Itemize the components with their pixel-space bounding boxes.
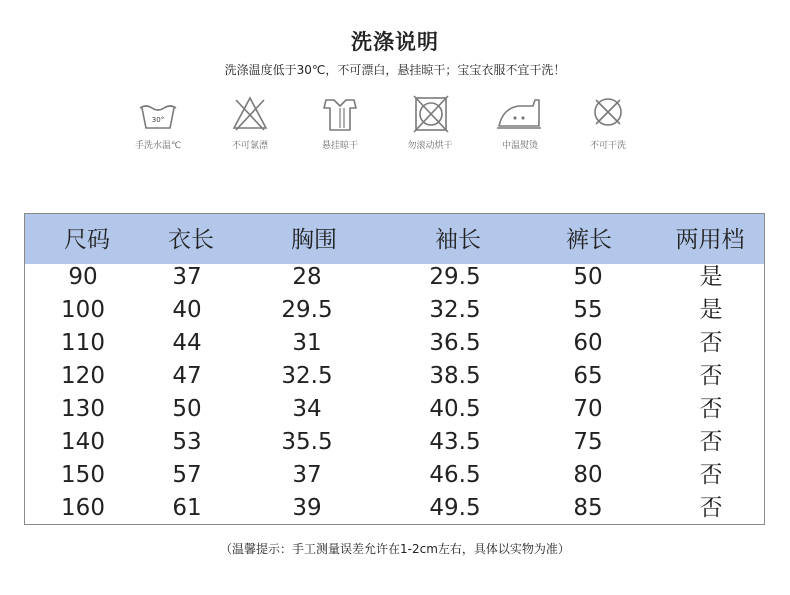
cell-chest: 37: [292, 462, 322, 488]
cell-pants: 60: [573, 330, 603, 356]
header-sleeve: 袖长: [435, 227, 481, 253]
table-row: [25, 459, 764, 492]
hand-wash-icon: [136, 94, 180, 134]
cell-length: 50: [172, 396, 202, 422]
cell-sleeve: 49.5: [429, 495, 481, 521]
hand-wash-temp-mark: 30°: [151, 116, 165, 124]
cell-size: 100: [61, 297, 105, 323]
table-row: [25, 294, 764, 327]
no-bleach-label: 不可氯漂: [231, 141, 268, 151]
cell-length: 61: [172, 495, 202, 521]
cell-sleeve: 36.5: [429, 330, 481, 356]
header-size: 尺码: [64, 227, 110, 253]
cell-sleeve: 29.5: [429, 264, 481, 290]
hand-wash-label: 手洗水温℃: [134, 141, 182, 151]
no-dry-clean-icon: [586, 94, 630, 134]
table-row: [25, 327, 764, 360]
size-table-header: [25, 214, 764, 264]
cell-size: 160: [61, 495, 105, 521]
care-item-hand-wash: [113, 94, 203, 156]
cell-length: 47: [172, 363, 202, 389]
cell-pants: 65: [573, 363, 603, 389]
no-tumble-dry-label: 勿滚动烘干: [407, 141, 453, 151]
cell-sleeve: 32.5: [429, 297, 481, 323]
cell-length: 57: [172, 462, 202, 488]
care-item-medium-iron: [475, 94, 565, 156]
table-row: [25, 492, 764, 525]
cell-chest: 29.5: [281, 297, 333, 323]
cell-sleeve: 43.5: [429, 429, 481, 455]
medium-iron-label: 中温熨烫: [501, 141, 538, 151]
cell-length: 44: [172, 330, 202, 356]
cell-sleeve: 46.5: [429, 462, 481, 488]
cell-chest: 35.5: [281, 429, 333, 455]
cell-pants: 85: [573, 495, 603, 521]
cell-sleeve: 40.5: [429, 396, 481, 422]
care-item-no-tumble-dry: [385, 94, 475, 156]
cell-size: 110: [61, 330, 105, 356]
cell-dual-use: 否: [699, 429, 723, 455]
care-item-no-bleach: [205, 94, 295, 156]
cell-size: 140: [61, 429, 105, 455]
cell-dual-use: 否: [699, 495, 723, 521]
care-subtitle: 洗涤温度低于30℃，不可漂白，悬挂晾干；宝宝衣服不宜干洗！: [224, 63, 566, 77]
cell-pants: 80: [573, 462, 603, 488]
measurement-footnote: （温馨提示：手工测量误差允许在1-2cm左右，具体以实物为准）: [220, 542, 570, 556]
care-item-no-dry-clean: [563, 94, 653, 156]
header-chest: 胸围: [291, 227, 337, 253]
cell-length: 40: [172, 297, 202, 323]
cell-dual-use: 否: [699, 363, 723, 389]
care-icons-row: [113, 94, 653, 156]
cell-chest: 32.5: [281, 363, 333, 389]
medium-iron-icon: [495, 94, 545, 134]
table-row: [25, 393, 764, 426]
size-table: [24, 213, 765, 525]
header-pants: 裤长: [566, 227, 612, 253]
cell-size: 130: [61, 396, 105, 422]
table-row: [25, 360, 764, 393]
cell-size: 120: [61, 363, 105, 389]
cell-chest: 31: [292, 330, 322, 356]
hang-dry-icon: [318, 94, 362, 134]
cell-size: 150: [61, 462, 105, 488]
no-dry-clean-label: 不可干洗: [589, 141, 626, 151]
hang-dry-label: 悬挂晾干: [321, 141, 358, 151]
cell-dual-use: 否: [699, 462, 723, 488]
cell-chest: 39: [292, 495, 322, 521]
care-item-hang-dry: [295, 94, 385, 156]
cell-dual-use: 否: [699, 330, 723, 356]
no-bleach-icon: [228, 94, 272, 134]
cell-dual-use: 否: [699, 396, 723, 422]
header-length: 衣长: [168, 227, 214, 253]
cell-dual-use: 是: [699, 297, 723, 323]
cell-length: 53: [172, 429, 202, 455]
cell-pants: 70: [573, 396, 603, 422]
care-title: 洗涤说明: [351, 30, 439, 54]
cell-pants: 50: [573, 264, 603, 290]
header-dual-use: 两用档: [675, 227, 745, 253]
table-row: [25, 426, 764, 459]
cell-pants: 55: [573, 297, 603, 323]
cell-chest: 34: [292, 396, 322, 422]
no-tumble-dry-icon: [408, 94, 452, 134]
cell-dual-use: 是: [699, 264, 723, 290]
cell-size: 90: [68, 264, 98, 290]
table-row: [25, 261, 764, 294]
cell-pants: 75: [573, 429, 603, 455]
cell-chest: 28: [292, 264, 322, 290]
cell-sleeve: 38.5: [429, 363, 481, 389]
cell-length: 37: [172, 264, 202, 290]
